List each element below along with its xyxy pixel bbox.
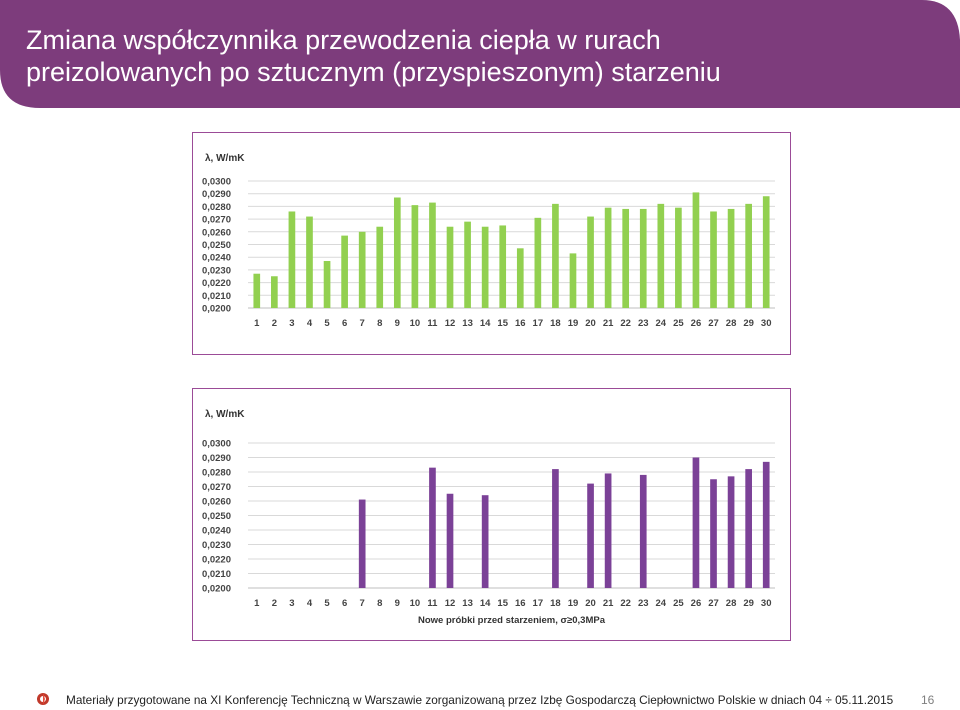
x-tick-label: 12 xyxy=(444,598,456,609)
x-tick-label: 5 xyxy=(324,318,330,329)
x-tick-label: 16 xyxy=(514,318,526,329)
x-tick-label: 5 xyxy=(324,598,330,609)
x-tick-label: 11 xyxy=(427,598,438,609)
y-tick-label: 0,0270 xyxy=(201,214,231,226)
x-tick-label: 22 xyxy=(620,598,631,609)
x-tick-label: 8 xyxy=(377,598,383,609)
x-tick-label: 27 xyxy=(708,598,719,609)
bar xyxy=(253,274,260,308)
bar xyxy=(605,473,612,588)
chart-aged-samples-svg xyxy=(193,133,790,354)
bar xyxy=(693,458,700,589)
x-tick-label: 7 xyxy=(359,598,365,609)
x-axis-title: Nowe próbki przed starzeniem, σ≥0,3MPa xyxy=(418,615,605,626)
x-tick-label: 29 xyxy=(743,598,754,609)
y-tick-label: 0,0200 xyxy=(201,583,231,595)
x-tick-label: 13 xyxy=(462,318,473,329)
bar xyxy=(376,227,383,308)
bar xyxy=(271,276,278,308)
y-tick-label: 0,0290 xyxy=(201,453,231,464)
chart-new-samples xyxy=(192,388,791,641)
x-tick-label: 17 xyxy=(532,318,544,329)
x-tick-label: 11 xyxy=(427,318,438,329)
x-tick-label: 16 xyxy=(514,598,526,609)
bar xyxy=(587,484,594,588)
bar xyxy=(605,208,612,308)
bar xyxy=(693,192,700,308)
y-axis-title: λ, W/mK xyxy=(205,153,245,164)
x-tick-label: 19 xyxy=(567,318,579,329)
bar xyxy=(429,468,436,588)
y-tick-label: 0,0240 xyxy=(201,252,231,264)
y-tick-label: 0,0230 xyxy=(201,540,231,551)
bar xyxy=(640,209,647,308)
x-tick-label: 1 xyxy=(254,598,260,609)
conference-logo-icon xyxy=(36,692,50,706)
y-tick-label: 0,0240 xyxy=(201,525,231,537)
x-tick-label: 4 xyxy=(306,598,313,609)
x-tick-label: 20 xyxy=(585,318,596,329)
y-tick-label: 0,0250 xyxy=(201,240,231,251)
bar xyxy=(429,203,436,308)
bar xyxy=(499,225,506,308)
x-tick-label: 23 xyxy=(637,318,649,329)
x-tick-label: 8 xyxy=(377,318,383,329)
x-tick-label: 10 xyxy=(409,598,421,609)
y-tick-label: 0,0300 xyxy=(201,438,231,450)
bar xyxy=(359,232,366,308)
bar xyxy=(745,204,752,308)
x-tick-label: 18 xyxy=(550,598,561,609)
bar xyxy=(640,475,647,588)
bar xyxy=(657,204,664,308)
x-tick-label: 1 xyxy=(254,318,260,329)
y-tick-label: 0,0270 xyxy=(201,482,231,493)
bar xyxy=(675,208,682,308)
footer-note: Materiały przygotowane na XI Konferencję Techniczną w Warszawie zorganizowaną przez Izbę Gospodarczą Ciepłownictwo Polskie w dniach 04 ÷ 05.11.2015 xyxy=(66,693,894,707)
bar xyxy=(763,196,770,308)
bar xyxy=(341,236,348,308)
bar xyxy=(359,500,366,588)
x-tick-label: 6 xyxy=(341,318,348,329)
bar xyxy=(289,211,296,308)
x-tick-label: 9 xyxy=(394,318,400,329)
chart-new-samples-svg xyxy=(193,389,790,640)
x-tick-label: 15 xyxy=(497,598,509,609)
x-tick-label: 3 xyxy=(289,318,295,329)
bar xyxy=(587,217,594,308)
x-tick-label: 12 xyxy=(444,318,456,329)
y-tick-label: 0,0280 xyxy=(201,467,231,479)
slide-footer xyxy=(0,682,960,710)
y-tick-label: 0,0290 xyxy=(201,189,231,201)
x-tick-label: 26 xyxy=(690,318,702,329)
bar xyxy=(622,209,629,308)
y-tick-label: 0,0300 xyxy=(201,176,231,188)
x-tick-label: 14 xyxy=(479,598,491,609)
bar xyxy=(570,253,577,308)
y-tick-label: 0,0250 xyxy=(201,511,231,522)
chart-aged-samples xyxy=(192,132,791,355)
x-tick-label: 25 xyxy=(673,318,684,329)
x-tick-label: 6 xyxy=(341,598,348,609)
title-line-2: preizolowanych po sztucznym (przyspieszonym) starzeniu xyxy=(26,57,721,87)
bar xyxy=(447,227,454,308)
title-line-1: Zmiana współczynnika przewodzenia ciepła w rurach xyxy=(26,25,661,55)
x-tick-label: 21 xyxy=(602,318,614,329)
y-tick-label: 0,0260 xyxy=(201,496,231,508)
x-tick-label: 26 xyxy=(690,598,702,609)
y-tick-label: 0,0210 xyxy=(201,569,231,580)
slide-header xyxy=(0,0,960,108)
bar xyxy=(552,469,559,588)
x-tick-label: 29 xyxy=(743,318,754,329)
x-tick-label: 15 xyxy=(497,318,509,329)
bar xyxy=(394,198,401,308)
bar xyxy=(710,211,717,308)
bar xyxy=(412,205,419,308)
x-tick-label: 17 xyxy=(532,598,544,609)
x-tick-label: 25 xyxy=(673,598,684,609)
y-tick-label: 0,0220 xyxy=(201,278,231,290)
bar xyxy=(745,469,752,588)
x-tick-label: 7 xyxy=(359,318,365,329)
x-tick-label: 28 xyxy=(725,598,737,609)
x-tick-label: 19 xyxy=(567,598,579,609)
x-tick-label: 13 xyxy=(462,598,473,609)
x-tick-label: 30 xyxy=(760,598,772,609)
bar xyxy=(517,248,524,308)
x-tick-label: 4 xyxy=(306,318,313,329)
x-tick-label: 14 xyxy=(479,318,491,329)
x-tick-label: 3 xyxy=(289,598,295,609)
x-tick-label: 30 xyxy=(760,318,772,329)
bar xyxy=(306,217,313,308)
bar xyxy=(535,218,542,308)
y-tick-label: 0,0260 xyxy=(201,227,231,239)
bar xyxy=(324,261,331,308)
y-tick-label: 0,0280 xyxy=(201,201,231,213)
y-tick-label: 0,0210 xyxy=(201,290,231,302)
page-number: 16 xyxy=(921,693,935,707)
x-tick-label: 28 xyxy=(725,318,737,329)
x-tick-label: 24 xyxy=(655,598,667,609)
bar xyxy=(464,222,471,308)
bar xyxy=(482,495,489,588)
y-tick-label: 0,0200 xyxy=(201,303,231,315)
y-tick-label: 0,0220 xyxy=(201,554,231,566)
bar xyxy=(728,476,735,588)
x-tick-label: 10 xyxy=(409,318,421,329)
bar xyxy=(552,204,559,308)
y-axis-title: λ, W/mK xyxy=(205,409,245,420)
bar xyxy=(710,479,717,588)
x-tick-label: 2 xyxy=(271,598,277,609)
x-tick-label: 24 xyxy=(655,318,667,329)
x-tick-label: 18 xyxy=(550,318,561,329)
bar xyxy=(447,494,454,588)
bar xyxy=(482,227,489,308)
x-tick-label: 20 xyxy=(585,598,596,609)
bar xyxy=(728,209,735,308)
x-tick-label: 21 xyxy=(602,598,614,609)
x-tick-label: 2 xyxy=(271,318,277,329)
x-tick-label: 9 xyxy=(394,598,400,609)
y-tick-label: 0,0230 xyxy=(201,265,231,277)
bar xyxy=(763,462,770,588)
x-tick-label: 27 xyxy=(708,318,719,329)
slide-title xyxy=(26,24,926,88)
x-tick-label: 23 xyxy=(637,598,649,609)
x-tick-label: 22 xyxy=(620,318,631,329)
